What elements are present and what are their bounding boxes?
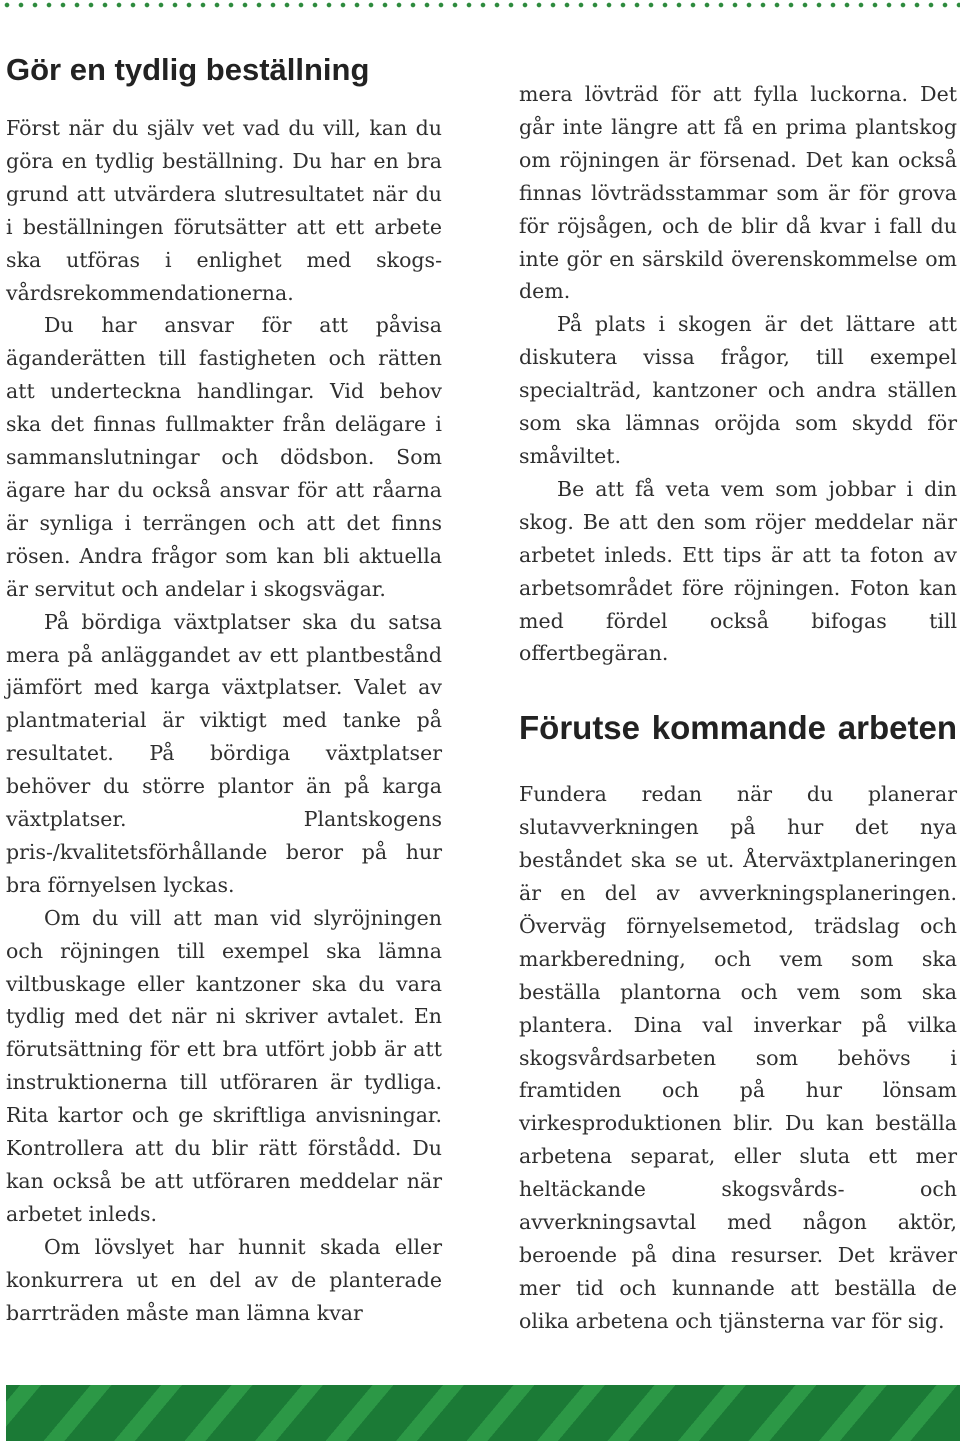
section-heading-bestallning: Gör en tydlig beställning	[6, 52, 370, 87]
paragraph: mera lövträd för att fylla luckorna. Det går inte längre att få en prima plantskog om röjningen är försenad. Det kan också finnas lövträdsstammar som är för grova för röjsågen, och de blir då kvar i fall du inte gör en särskild överenskommelse om dem.	[519, 82, 957, 304]
footer-stripe-band	[6, 1385, 960, 1441]
paragraph: Du har ansvar för att påvisa äganderätten till fastigheten och rätten att underteckna handlingar. Vid behov ska det finnas fullmakter från delägare i sammanslutningar och dödsbon. Som ägare har du också ansvar för att råarna är synliga i terrängen och att det finns rösen. Andra frågor som kan bli aktuella är servitut och andelar i skogsvägar.	[6, 313, 442, 601]
paragraph: Be att få veta vem som jobbar i din skog. Be att den som röjer meddelar när arbetet inleds. Ett tips är att ta foton av arbetsområdet före röjningen. Foton kan med fördel också bifogas till offertbegäran.	[519, 476, 957, 666]
dotted-top-border	[0, 0, 960, 10]
paragraph: Först när du själv vet vad du vill, kan du göra en tydlig beställning. Du har en bra grund att utvärdera slutresultatet när du i beställningen förutsätter att ett arbete ska utföras i enlighet med skogs-vårdsrekommendationerna.	[6, 116, 442, 305]
paragraph: Fundera redan när du planerar slutavverkningen på hur det nya beståndet ska se ut. Återväxtplaneringen är en del av avverkningsplaneringen. Överväg förnyelsemetod, trädslag och markberedning, och vem som ska beställa plantorna och vem som ska plantera. Dina val inverkar på vilka skogsvårdsarbeten som behövs i framtiden och på hur lönsam virkesproduktionen blir. Du kan beställa arbetena separat, eller sluta ett mer heltäckande skogsvårds- och avverkningsavtal med någon aktör, beroende på dina resurser. Det kräver mer tid och kunnande att beställa de olika arbetena och tjänsterna var för sig.	[519, 782, 957, 1333]
section-heading-forutse: Förutse kommande arbeten	[519, 709, 957, 747]
paragraph: Om lövslyet har hunnit skada eller konkurrera ut en del av de planterade barrträden måste man lämna kvar	[6, 1234, 442, 1325]
paragraph: Om du vill att man vid slyröjningen och röjningen till exempel ska lämna viltbuskage eller kantzoner ska du vara tydlig med det när ni skriver avtalet. En förutsättning för ett bra utfört jobb är att instruktionerna till utföraren är tydliga. Rita kartor och ge skriftliga anvisningar. Kontrollera att du blir rätt förstådd. Du kan också be att utföraren meddelar när arbetet inleds.	[6, 905, 442, 1226]
left-column	[6, 50, 442, 1330]
paragraph: På plats i skogen är det lättare att diskutera vissa frågor, till exempel specialträd, kantzoner och andra ställen som ska lämnas oröjda som skydd för småviltet.	[519, 312, 957, 468]
right-column	[519, 78, 957, 1338]
paragraph: På bördiga växtplatser ska du satsa mera på anläggandet av ett plantbestånd jämfört med karga växtplatser. Valet av plantmaterial är viktigt med tanke på resultatet. På bördiga växtplatser behöver du större plantor än på karga växtplatser. Plantskogens pris-/kvalitetsförhållande beror på hur bra förnyelsen lyckas.	[6, 609, 442, 897]
